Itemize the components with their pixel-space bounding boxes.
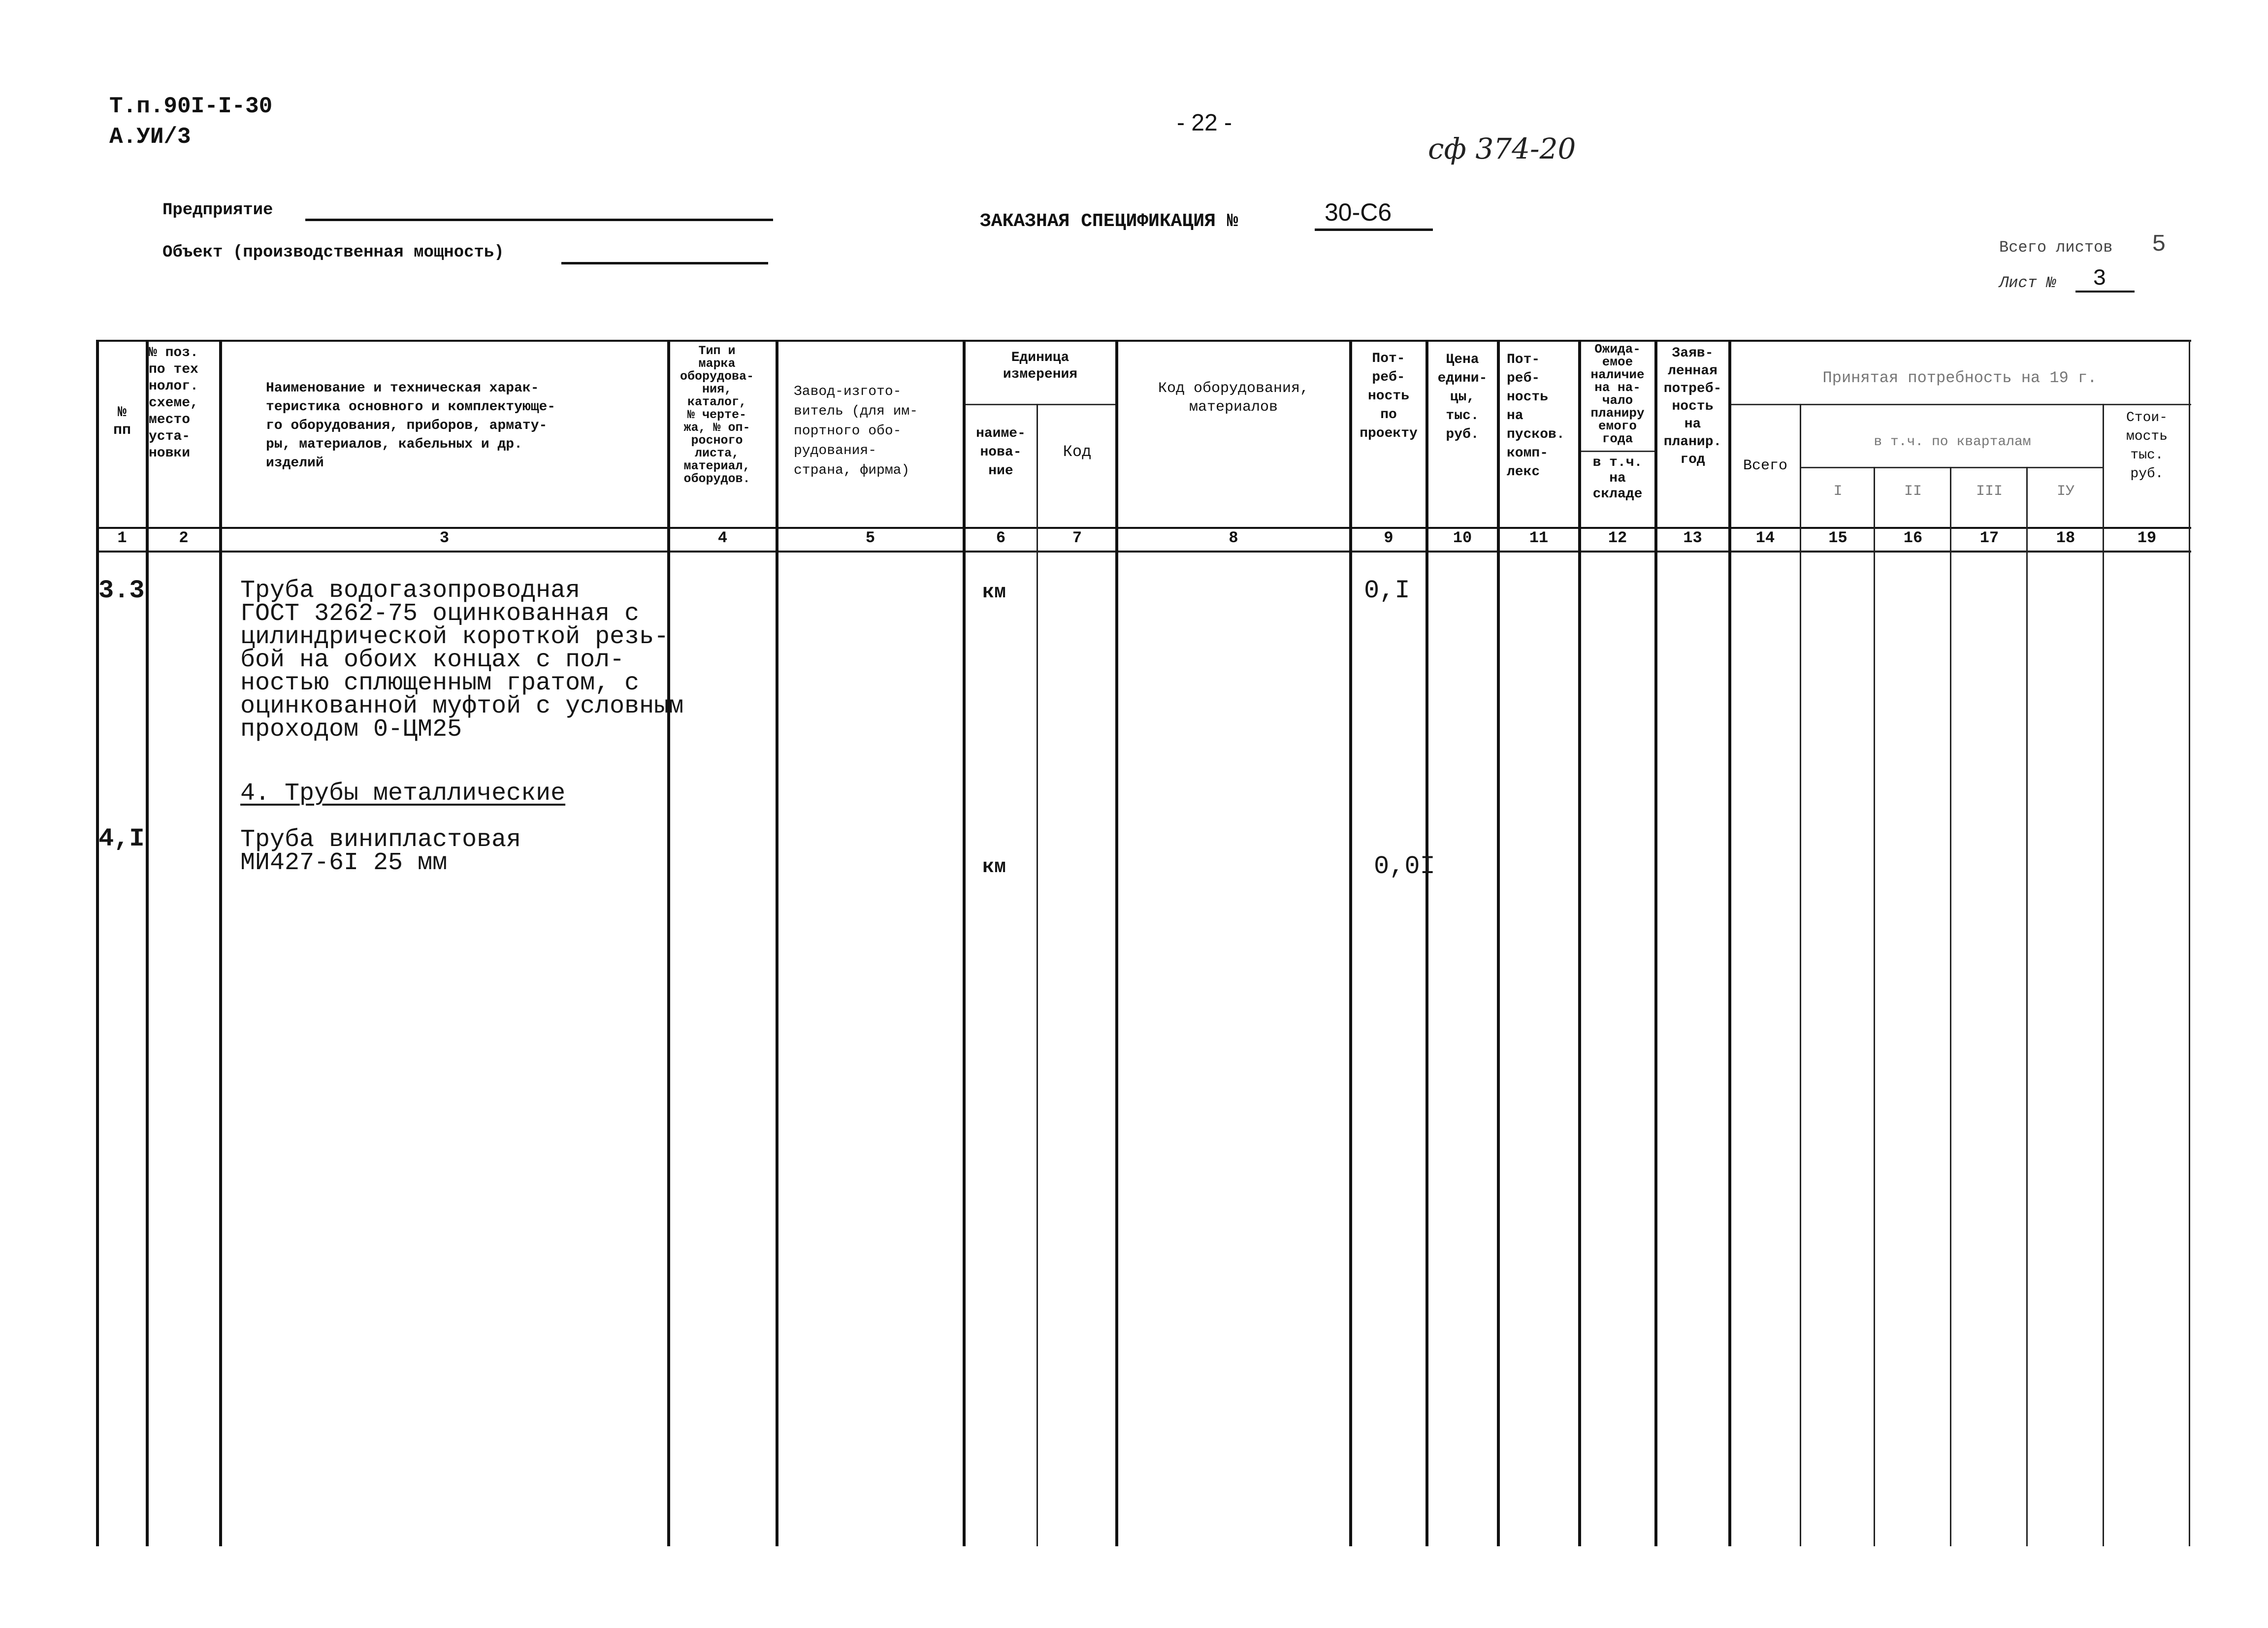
header-unit-name: наиме- нова- ние: [976, 426, 1026, 479]
column-number: 12: [1608, 529, 1627, 547]
header-expected-stock: Ожида- емое наличие на на- чало планиру емого года: [1590, 342, 1645, 446]
column-number: 17: [1979, 529, 1999, 547]
sheets-total: 5: [2152, 231, 2166, 258]
stock-subrule: [1578, 451, 1654, 452]
header-unit-code: Код: [1063, 443, 1092, 461]
column-number: 13: [1683, 529, 1702, 547]
row-qty: 0,0I: [1374, 852, 1435, 881]
header-type: Тип и марка оборудова- ния, каталог, № черте- жа, № оп- росного листа, материал, оборудов.: [680, 344, 754, 486]
document-code-line2: А.УИ/3: [109, 124, 191, 150]
sheet-number: 3: [2093, 266, 2106, 292]
column-number: 3: [439, 529, 450, 547]
column-number: 4: [717, 529, 728, 547]
accepted-group-rule: [1728, 404, 2191, 405]
col-border-8: [1349, 340, 1352, 1546]
page-number: - 22 -: [1177, 110, 1232, 136]
header-unit-price: Цена едини- цы, тыс. руб.: [1437, 352, 1488, 442]
column-number: 2: [179, 529, 189, 547]
column-number: 6: [996, 529, 1006, 547]
column-number: 18: [2056, 529, 2075, 547]
column-numbers-bottom-border: [96, 551, 2191, 553]
header-project-need: Пот- реб- ность по проекту: [1360, 351, 1418, 441]
column-number: 8: [1229, 529, 1238, 547]
column-number: 16: [1903, 529, 1923, 547]
column-number: 11: [1529, 529, 1549, 547]
handwritten-reference: сф 374-20: [1428, 132, 1576, 165]
col-border-0: [96, 340, 99, 1546]
header-unit-group: Единица измерения: [1003, 350, 1078, 382]
header-accepted-group: Принятая потребность на 19 г.: [1822, 369, 2097, 387]
document-code-line1: Т.п.90I-I-30: [109, 94, 273, 119]
header-name: Наименование и техническая харак- теристика основного и комплектующе- го оборудования, приборов, армату- ры, материалов, кабельных и др. изделий: [266, 381, 556, 471]
sheet-label: Лист №: [1999, 274, 2056, 292]
spec-number: 30-С6: [1325, 198, 1392, 226]
header-quarters-group: в т.ч. по кварталам: [1874, 434, 2031, 450]
col-border-16: [1950, 467, 1951, 1546]
col-border-2: [219, 340, 222, 1546]
header-in-stock: в т.ч. на складе: [1592, 455, 1643, 502]
col-border-19: [2189, 340, 2190, 1546]
col-border-11: [1578, 340, 1581, 1546]
col-border-13: [1728, 340, 1731, 1546]
column-number: 14: [1755, 529, 1775, 547]
col-border-14: [1800, 404, 1801, 1546]
row-name: Труба винипластовая МИ427-6I 25 мм: [240, 826, 521, 877]
row-qty: 0,I: [1364, 576, 1410, 605]
column-number: 10: [1453, 529, 1472, 547]
col-border-3: [667, 340, 670, 1546]
header-pp: № пп: [113, 404, 131, 439]
object-field-line: [561, 262, 768, 264]
enterprise-field-line: [305, 219, 773, 221]
header-manufacturer: Завод-изгото- витель (для им- портного обо- рудования- страна, фирма): [794, 384, 918, 478]
col-border-9: [1426, 340, 1428, 1546]
header-startup-need: Пот- реб- ность на пусков. комп- лекс: [1507, 352, 1565, 480]
header-cost: Стои- мость тыс. руб.: [2126, 410, 2168, 482]
header-q1: I: [1833, 483, 1843, 500]
section-heading: 4. Трубы металлические: [240, 780, 566, 808]
col-border-6: [1037, 404, 1038, 1546]
col-border-4: [776, 340, 778, 1546]
column-number: 1: [117, 529, 127, 547]
header-position: № поз. по тех нолог. схеме, место уста- новки: [149, 345, 198, 461]
spec-title: ЗАКАЗНАЯ СПЕЦИФИКАЦИЯ №: [980, 211, 1238, 232]
header-equipment-code: Код оборудования, материалов: [1158, 380, 1309, 416]
header-declared-need: Заяв- ленная потреб- ность на планир. год: [1663, 346, 1722, 467]
object-label: Объект (производственная мощность): [162, 243, 504, 262]
column-number: 5: [865, 529, 875, 547]
col-border-17: [2026, 467, 2028, 1546]
col-border-1: [146, 340, 149, 1546]
sheet-number-underline: [2075, 291, 2135, 293]
unit-group-rule: [963, 404, 1115, 405]
col-border-5: [963, 340, 966, 1546]
column-number: 19: [2137, 529, 2157, 547]
enterprise-label: Предприятие: [162, 201, 273, 220]
header-q2: II: [1904, 483, 1922, 500]
row-name: Труба водогазопроводная ГОСТ 3262-75 оцинкованная с цилиндрической короткой резь- бой на обоих концах с пол- ностью сплющенным гратом, с оцинкованной муфтой с условным проходом 0-ЦМ25: [240, 577, 684, 744]
col-border-7: [1115, 340, 1118, 1546]
table-top-border: [96, 340, 2191, 342]
row-unit: км: [982, 856, 1006, 879]
sheets-total-label: Всего листов: [1999, 238, 2113, 257]
column-number: 7: [1072, 529, 1082, 547]
row-pp: 4,I: [98, 824, 145, 853]
col-border-12: [1654, 340, 1657, 1546]
column-number: 9: [1384, 529, 1393, 547]
column-number: 15: [1828, 529, 1847, 547]
header-q3: III: [1976, 483, 2003, 500]
col-border-10: [1497, 340, 1500, 1546]
header-q4: IУ: [2056, 483, 2074, 500]
row-unit: км: [982, 582, 1006, 604]
col-border-15: [1874, 467, 1875, 1546]
spec-number-underline: [1315, 228, 1433, 231]
col-border-18: [2103, 404, 2104, 1546]
row-pp: 3.3: [98, 576, 145, 605]
header-total: Всего: [1743, 457, 1787, 474]
